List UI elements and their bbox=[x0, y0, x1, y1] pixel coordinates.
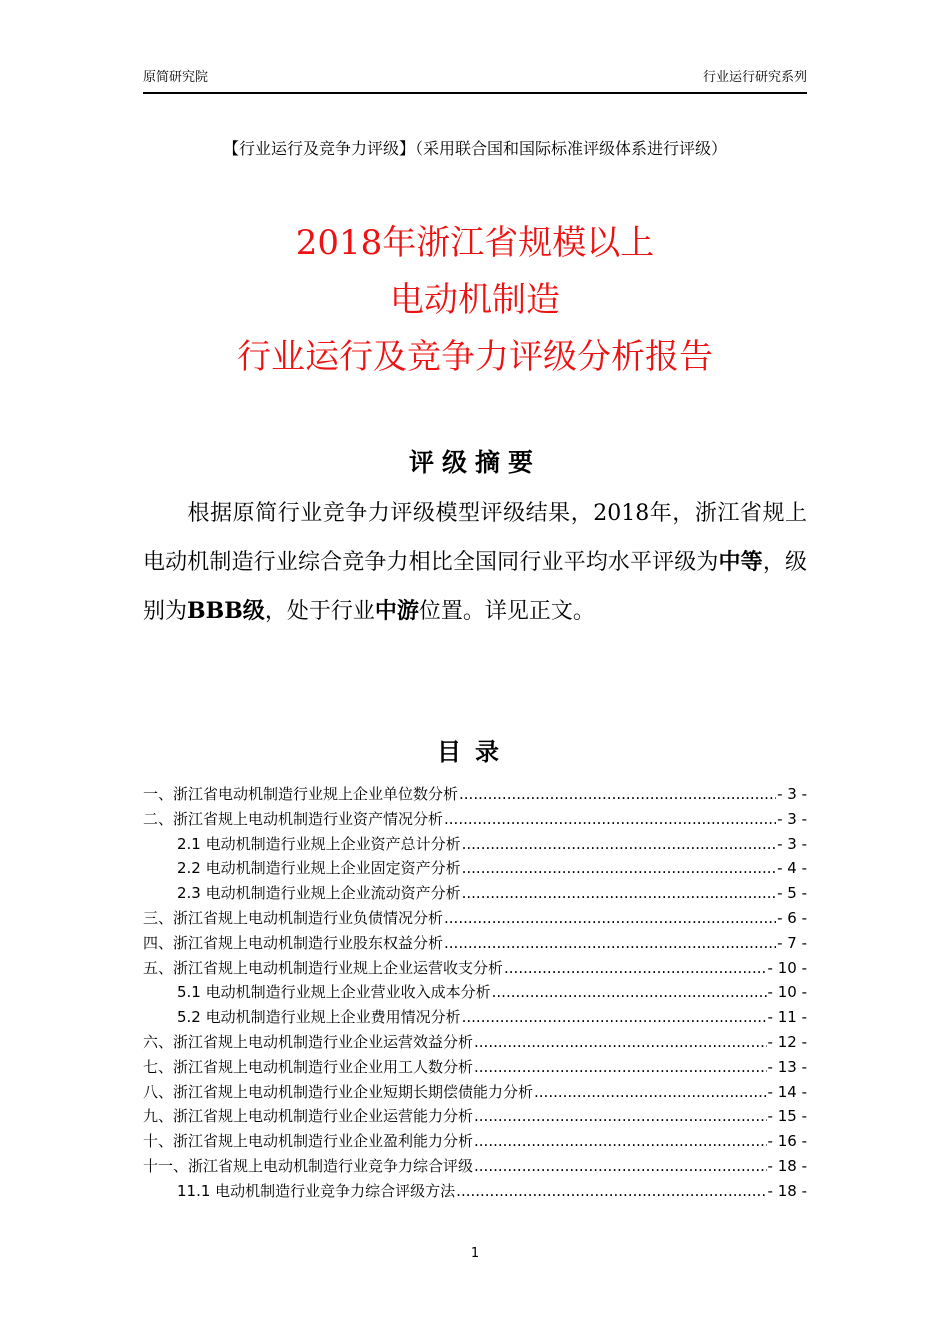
dot-leader bbox=[456, 1179, 766, 1204]
toc-entry[interactable] bbox=[143, 1179, 807, 1204]
toc-entry-label: 三、浙江省规上电动机制造行业负债情况分析 bbox=[143, 908, 444, 927]
toc-entry-page: - 15 - bbox=[767, 1107, 807, 1126]
toc-entry-label: 2.3 电动机制造行业规上企业流动资产分析 bbox=[177, 884, 461, 903]
toc-entry-label: 2.1 电动机制造行业规上企业资产总计分析 bbox=[177, 834, 461, 853]
toc-entry-page: - 18 - bbox=[767, 1156, 807, 1175]
toc-entry-label: 二、浙江省规上电动机制造行业资产情况分析 bbox=[143, 809, 444, 828]
dot-leader bbox=[462, 881, 776, 906]
dot-leader bbox=[462, 832, 776, 857]
summary-text-4: 位置。详见正文。 bbox=[418, 599, 595, 624]
summary-text-3: ，处于行业 bbox=[264, 599, 375, 624]
toc-entry-page: - 10 - bbox=[767, 958, 807, 977]
toc-entry-label: 5.1 电动机制造行业规上企业营业收入成本分析 bbox=[177, 983, 491, 1002]
title-line-1: 2018年浙江省规模以上 bbox=[295, 223, 655, 263]
toc-entry-label: 2.2 电动机制造行业规上企业固定资产分析 bbox=[177, 859, 461, 878]
dot-leader bbox=[459, 782, 776, 807]
dot-leader bbox=[474, 1030, 767, 1055]
toc-heading: 目录 bbox=[437, 738, 513, 766]
toc-entry[interactable] bbox=[143, 1080, 807, 1105]
toc-entry-label: 七、浙江省规上电动机制造行业企业用工人数分析 bbox=[143, 1057, 474, 1076]
table-of-contents bbox=[143, 782, 807, 1204]
toc-entry[interactable] bbox=[143, 931, 807, 956]
header-series: 行业运行研究系列 bbox=[702, 70, 807, 85]
toc-entry[interactable] bbox=[143, 1129, 807, 1154]
toc-entry[interactable] bbox=[143, 1055, 807, 1080]
toc-entry[interactable] bbox=[143, 807, 807, 832]
toc-entry[interactable] bbox=[143, 1005, 807, 1030]
toc-entry[interactable] bbox=[143, 881, 807, 906]
toc-entry-label: 5.2 电动机制造行业规上企业费用情况分析 bbox=[177, 1008, 461, 1027]
toc-entry-page: - 13 - bbox=[767, 1057, 807, 1076]
toc-entry-label: 一、浙江省电动机制造行业规上企业单位数分析 bbox=[143, 785, 459, 803]
toc-entry-page: - 11 - bbox=[767, 1008, 807, 1027]
rating-tag: 【行业运行及竞争力评级】（采用联合国和国际标准评级体系进行评级） bbox=[222, 139, 727, 158]
toc-entry[interactable] bbox=[143, 956, 807, 981]
report-title bbox=[100, 215, 850, 386]
dot-leader bbox=[504, 956, 767, 981]
summary-heading: 评级摘要 bbox=[408, 448, 541, 477]
toc-entry[interactable] bbox=[143, 1104, 807, 1129]
summary-paragraph bbox=[143, 490, 807, 636]
toc-entry-page: - 7 - bbox=[777, 933, 807, 952]
toc-entry[interactable] bbox=[143, 980, 807, 1005]
toc-entry-label: 十一、浙江省规上电动机制造行业竞争力综合评级 bbox=[143, 1156, 474, 1175]
toc-entry-label: 八、浙江省规上电动机制造行业企业短期长期偿债能力分析 bbox=[143, 1082, 534, 1101]
toc-entry-page: - 3 - bbox=[777, 809, 807, 828]
toc-entry-page: - 3 - bbox=[777, 834, 807, 853]
dot-leader bbox=[474, 1154, 767, 1179]
toc-entry-label: 十、浙江省规上电动机制造行业企业盈利能力分析 bbox=[143, 1132, 474, 1151]
toc-entry[interactable] bbox=[143, 1030, 807, 1055]
dot-leader bbox=[492, 980, 767, 1005]
rating-level: 中等 bbox=[718, 549, 763, 575]
title-line-3: 行业运行及竞争力评级分析报告 bbox=[237, 337, 713, 377]
dot-leader bbox=[534, 1080, 767, 1105]
industry-position: 中游 bbox=[374, 598, 419, 624]
dot-leader bbox=[474, 1055, 767, 1080]
dot-leader bbox=[462, 1005, 767, 1030]
dot-leader bbox=[462, 856, 776, 881]
summary-text-2: ，级别为 bbox=[143, 550, 807, 624]
toc-entry-page: - 6 - bbox=[777, 908, 807, 927]
dot-leader bbox=[474, 1104, 767, 1129]
running-header bbox=[143, 68, 807, 94]
toc-entry[interactable] bbox=[143, 856, 807, 881]
toc-entry-label: 四、浙江省规上电动机制造行业股东权益分析 bbox=[143, 933, 444, 952]
toc-entry[interactable] bbox=[143, 832, 807, 857]
dot-leader bbox=[474, 1129, 767, 1154]
toc-entry-page: - 14 - bbox=[767, 1082, 807, 1101]
toc-entry-label: 九、浙江省规上电动机制造行业企业运营能力分析 bbox=[143, 1107, 474, 1126]
toc-entry-page: - 18 - bbox=[767, 1181, 807, 1200]
toc-entry-label: 五、浙江省规上电动机制造行业规上企业运营收支分析 bbox=[143, 958, 504, 977]
toc-entry-label: 六、浙江省规上电动机制造行业企业运营效益分析 bbox=[143, 1032, 474, 1051]
dot-leader bbox=[444, 931, 776, 956]
toc-entry-page: - 16 - bbox=[767, 1132, 807, 1151]
dot-leader bbox=[444, 807, 776, 832]
toc-entry-page: - 10 - bbox=[767, 983, 807, 1002]
toc-entry-page: - 12 - bbox=[767, 1032, 807, 1051]
toc-entry-label: 11.1 电动机制造行业竞争力综合评级方法 bbox=[177, 1181, 456, 1200]
toc-entry-page: - 4 - bbox=[777, 859, 807, 878]
toc-entry[interactable] bbox=[143, 906, 807, 931]
toc-entry[interactable] bbox=[143, 1154, 807, 1179]
summary-text-1: 根据原简行业竞争力评级模型评级结果，2018年，浙江省规上电动机制造行业综合竞争力相比全国同行业平均水平评级为 bbox=[143, 501, 807, 575]
toc-entry-page: - 3 - bbox=[777, 785, 807, 803]
toc-entry-page: - 5 - bbox=[777, 884, 807, 903]
toc-entry[interactable] bbox=[143, 782, 807, 807]
page-number: 1 bbox=[470, 1246, 480, 1261]
header-organization: 原简研究院 bbox=[143, 70, 209, 85]
dot-leader bbox=[444, 906, 776, 931]
rating-grade: BBB级 bbox=[187, 598, 265, 624]
title-line-2: 电动机制造 bbox=[390, 280, 560, 320]
